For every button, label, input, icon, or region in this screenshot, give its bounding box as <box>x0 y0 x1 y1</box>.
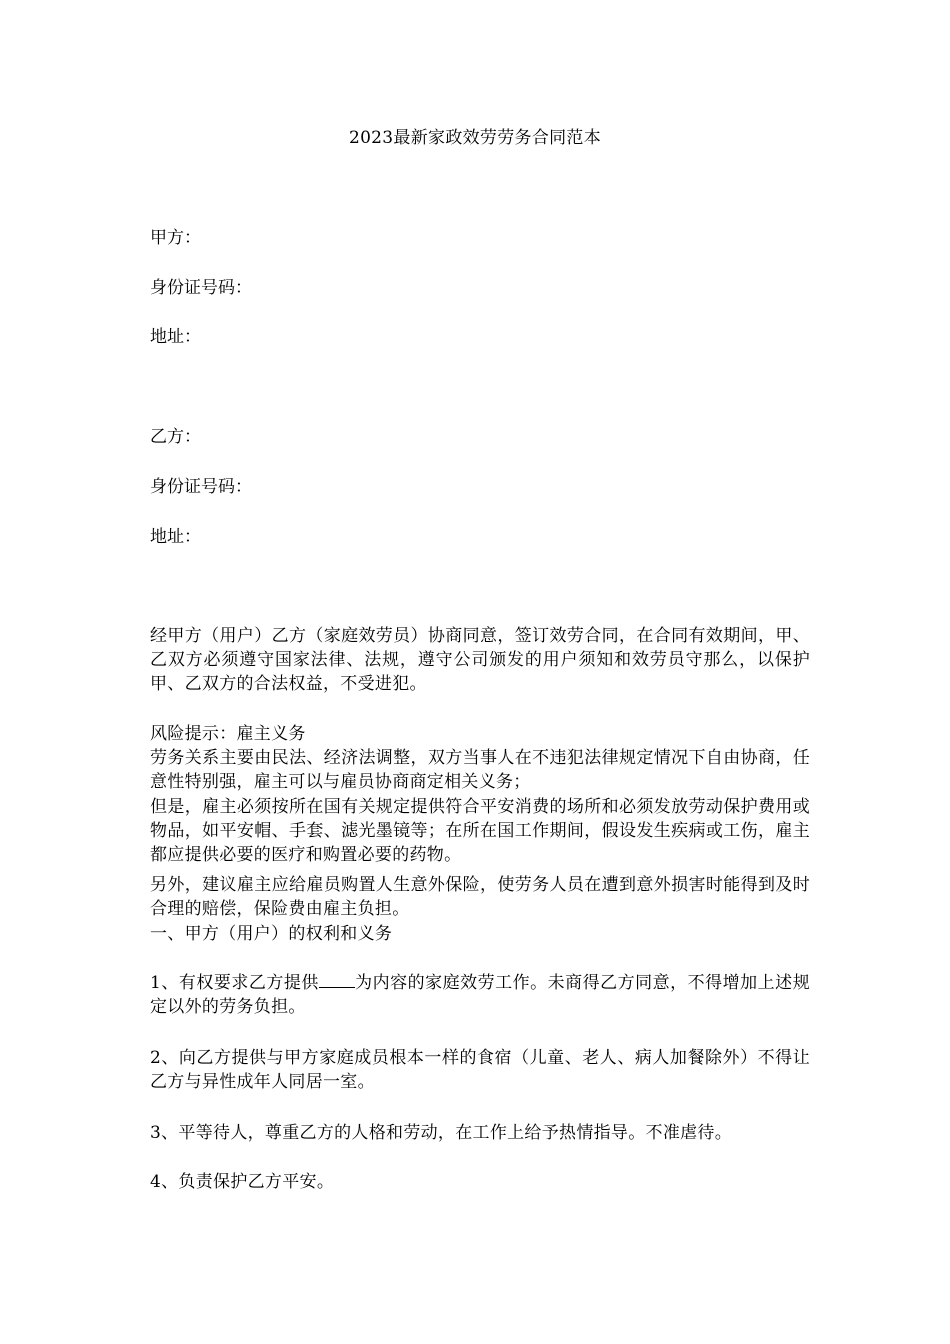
risk-paragraph-3: 另外，建议雇主应给雇员购置人生意外保险，使劳务人员在遭到意外损害时能得到及时合理的赔偿，保险费由雇主负担。 <box>150 875 810 919</box>
party-b-id-label: 身份证号码： <box>150 477 252 497</box>
risk-heading: 风险提示：雇主义务 <box>150 724 306 744</box>
intro-paragraph: 经甲方（用户）乙方（家庭效劳员）协商同意，签订效劳合同，在合同有效期间，甲、乙双方必须遵守国家法律、法规，遵守公司颁发的用户须知和效劳员守那么，以保护甲、乙双方的合法权益，不受进犯。 <box>150 626 810 694</box>
item-1-text-after: 为内容的家庭效劳工作。未商得乙方同意，不得增加上述规定以外的劳务负担。 <box>150 973 810 1017</box>
party-b-address-label: 地址： <box>150 527 201 547</box>
document-title: 2023最新家政效劳劳务合同范本 <box>348 128 602 148</box>
party-b-label: 乙方： <box>150 427 201 447</box>
item-1-text-before: 1、有权要求乙方提供 <box>150 973 319 993</box>
party-a-id-label: 身份证号码： <box>150 278 252 298</box>
party-a-address-label: 地址： <box>150 327 201 347</box>
section-1-item-2: 2、向乙方提供与甲方家庭成员根本一样的食宿（儿童、老人、病人加餐除外）不得让乙方与异性成年人同居一室。 <box>150 1048 810 1092</box>
party-a-label: 甲方： <box>150 228 201 248</box>
section-1-item-3: 3、平等待人，尊重乙方的人格和劳动，在工作上给予热情指导。不准虐待。 <box>150 1123 733 1143</box>
section-1-heading: 一、甲方（用户）的权利和义务 <box>150 924 393 944</box>
fill-in-blank <box>319 973 355 988</box>
section-1-item-1 <box>150 971 810 1019</box>
risk-paragraph-2: 但是，雇主必须按所在国有关规定提供符合平安消费的场所和必须发放劳动保护费用或物品，如平安帽、手套、滤光墨镜等；在所在国工作期间，假设发生疾病或工伤，雇主都应提供必要的医疗和购置必要的药物。 <box>150 797 810 865</box>
risk-paragraph-1: 劳务关系主要由民法、经济法调整，双方当事人在不违犯法律规定情况下自由协商，任意性特别强，雇主可以与雇员协商商定相关义务； <box>150 748 810 792</box>
section-1-item-4: 4、负责保护乙方平安。 <box>150 1172 335 1192</box>
